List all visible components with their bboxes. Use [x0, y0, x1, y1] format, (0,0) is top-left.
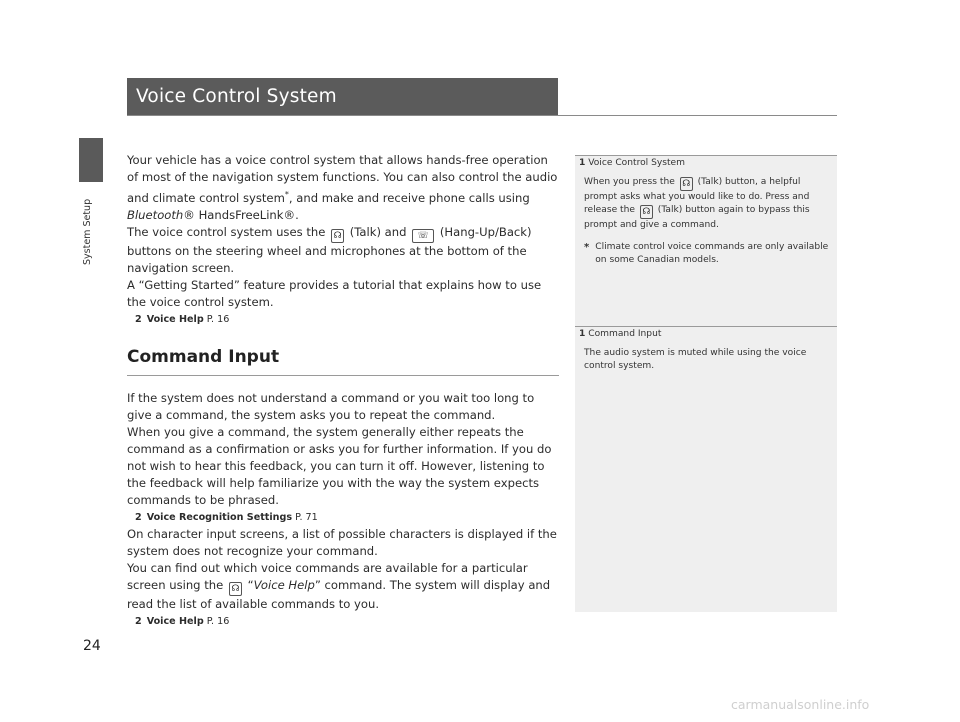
text: Your vehicle has a voice control system that allows hands-free operation of most of the navigation system functions. You can also control the audio and climate control system — [127, 153, 558, 205]
text: ” command. The system will display and read the list of available commands to you. — [127, 577, 551, 611]
footnote — [584, 241, 837, 268]
intro-paragraph-3: A “Getting Started” feature provides a tutorial that explains how to use the voice control system. — [127, 277, 542, 309]
title-bar — [127, 78, 558, 115]
text: “ — [247, 577, 254, 592]
footnote-text: Climate control voice commands are only available on some Canadian models. — [595, 241, 829, 266]
note-title: Voice Control System — [588, 158, 685, 168]
intro-paragraph-2 — [127, 224, 559, 277]
cross-reference-voice-recognition-settings[interactable] — [135, 511, 559, 524]
text: , and make and receive phone calls using — [288, 190, 530, 205]
sidenote-voice-control-system — [575, 157, 837, 268]
text: When you press the — [584, 176, 675, 187]
page-number: 24 — [83, 638, 101, 654]
note-body: The audio system is muted while using the voice control system. — [584, 347, 807, 372]
command-input-heading: Command Input — [127, 347, 559, 376]
cross-reference-voice-help[interactable] — [135, 313, 559, 326]
reference-arrow-icon: 2 — [135, 511, 142, 523]
text: ® HandsFreeLink®. — [183, 207, 299, 222]
reference-page: P. 16 — [206, 313, 230, 325]
command-paragraph-2: When you give a command, the system generally either repeats the command as a confirmation or asks you for further information. If you do not wish to hear this feedback, you can turn it off. However, listening to the feedback will help familiarize you with the way the system expects commands to be phrased. — [127, 424, 552, 507]
note-number: 1 — [579, 158, 586, 168]
command-paragraph-3: On character input screens, a list of possible characters is displayed if the system does not recognize your command. — [127, 526, 557, 558]
text: (Hang-Up/Back) buttons on the steering wheel and microphones at the bottom of the navigation screen. — [127, 224, 532, 275]
reference-label: Voice Help — [146, 615, 204, 627]
main-column — [127, 152, 559, 628]
note-header — [579, 157, 837, 171]
command-paragraph-1: If the system does not understand a command or you wait too long to give a command, the system asks you to repeat the command. — [127, 390, 535, 422]
section-label: System Setup — [82, 198, 93, 265]
text: (Talk) button again to bypass this prompt and give a command. — [584, 205, 810, 231]
page-title: Voice Control System — [136, 86, 337, 107]
talk-button-icon: ☊ — [331, 229, 344, 243]
talk-button-icon: ☊ — [640, 205, 653, 219]
reference-arrow-icon: 2 — [135, 615, 142, 627]
reference-label: Voice Recognition Settings — [146, 511, 293, 523]
text: The voice control system uses the — [127, 224, 326, 239]
note-body — [584, 176, 837, 233]
reference-label: Voice Help — [146, 313, 204, 325]
talk-button-icon: ☊ — [680, 177, 693, 191]
text: (Talk) button, a helpful prompt asks what you would like to do. Press and release the — [584, 176, 810, 216]
command-paragraph-4 — [127, 560, 559, 613]
watermark: carmanualsonline.info — [731, 697, 870, 712]
note-divider — [575, 155, 837, 156]
text: (Talk) and — [349, 224, 407, 239]
reference-arrow-icon: 2 — [135, 313, 142, 325]
talk-button-icon: ☊ — [229, 582, 242, 596]
note-number: 1 — [579, 329, 586, 339]
title-rule — [127, 115, 837, 116]
text: You can find out which voice commands are available for a particular screen using the — [127, 560, 528, 592]
hang-up-back-button-icon: ☏ — [412, 229, 434, 243]
note-title: Command Input — [588, 329, 662, 339]
voice-help-italic: Voice Help — [253, 577, 315, 592]
section-tab — [79, 138, 103, 182]
sidenote-command-input — [575, 328, 837, 374]
note-divider — [575, 326, 837, 327]
intro-paragraph-1 — [127, 152, 559, 224]
bluetooth-text: Bluetooth — [127, 207, 184, 222]
reference-page: P. 16 — [206, 615, 230, 627]
cross-reference-voice-help-2[interactable] — [135, 615, 559, 628]
reference-page: P. 71 — [295, 511, 318, 523]
footnote-star: * — [584, 241, 590, 253]
footnote-marker: * — [284, 190, 289, 199]
note-header — [579, 328, 837, 342]
